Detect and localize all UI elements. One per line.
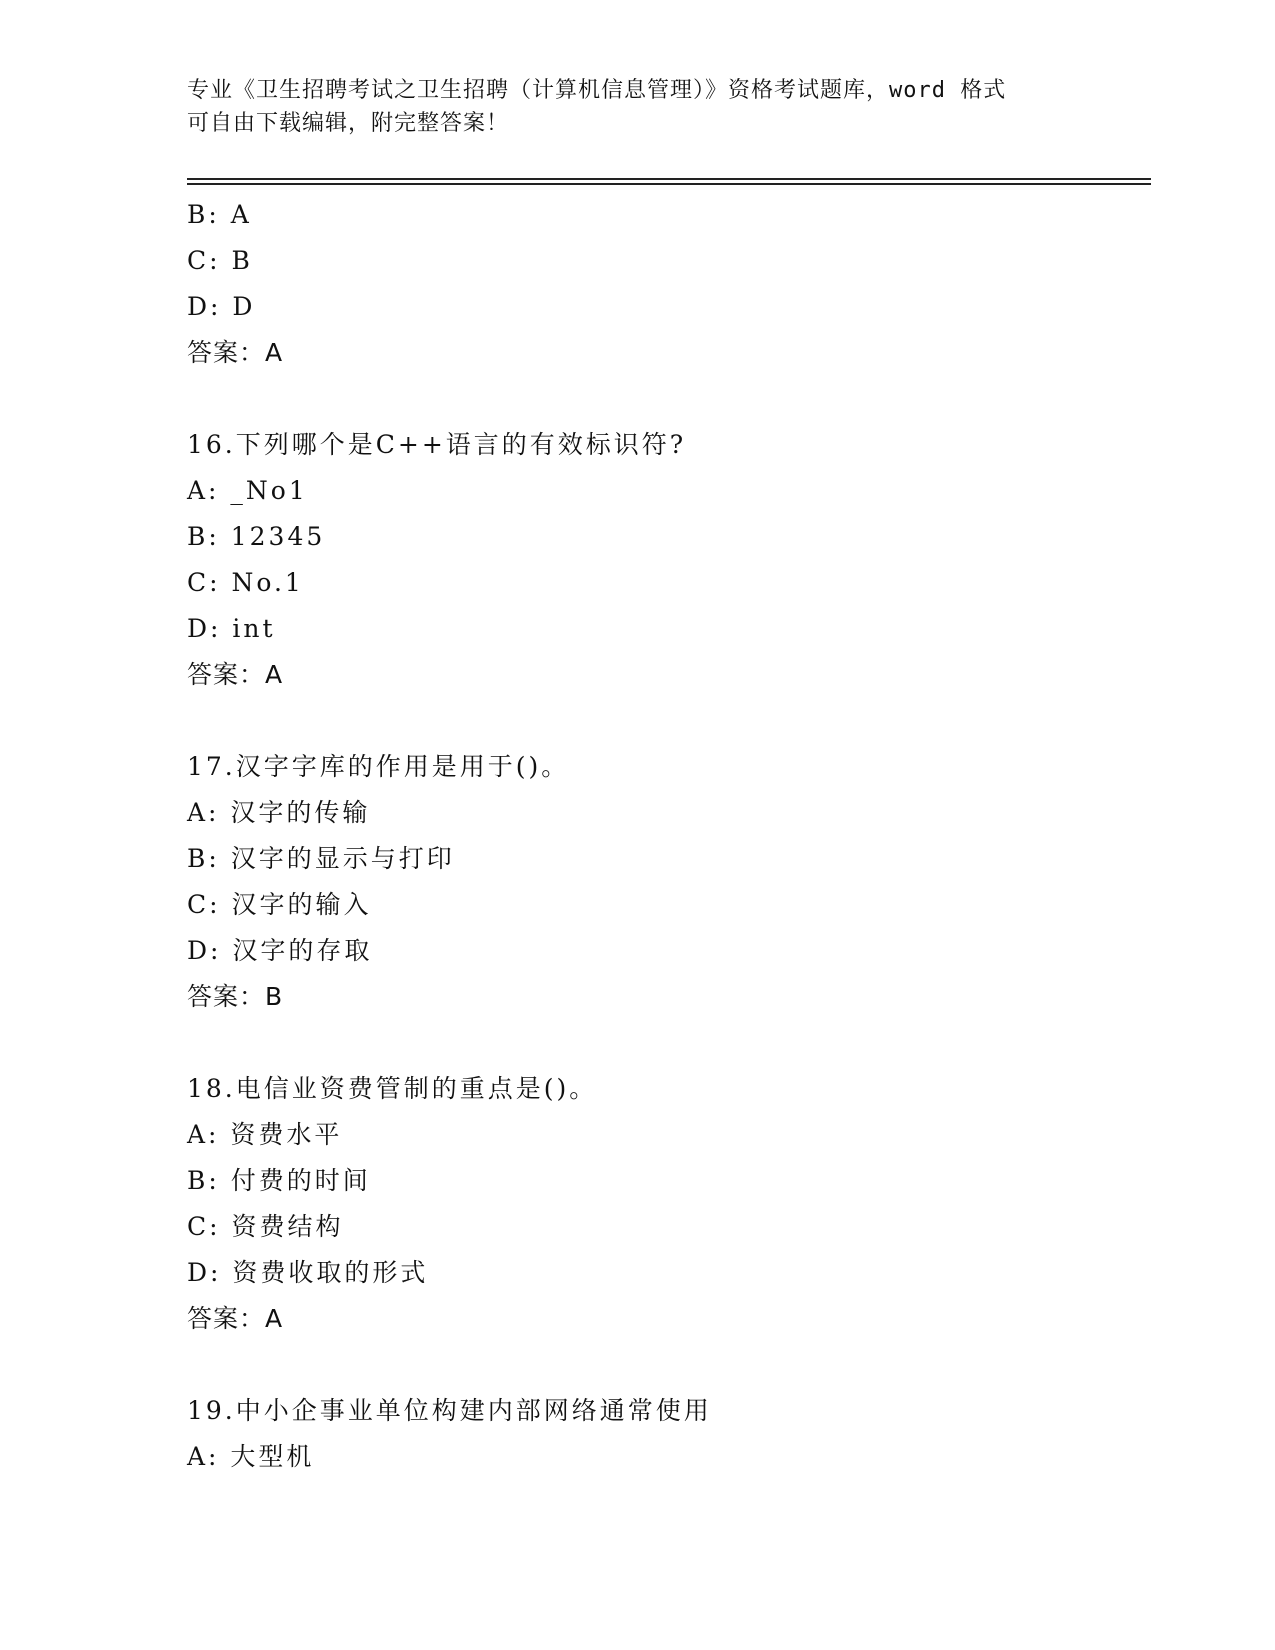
document-header — [187, 74, 1067, 140]
question-17 — [187, 744, 1147, 1020]
option-a: A: 汉字的传输 — [187, 798, 371, 827]
question-stem: 18.电信业资费管制的重点是()。 — [187, 1074, 598, 1103]
option-c: C: 汉字的输入 — [187, 890, 372, 919]
option-b: B: 付费的时间 — [187, 1166, 371, 1195]
question-stem: 19.中小企事业单位构建内部网络通常使用 — [187, 1396, 712, 1425]
option-a: A: _No1 — [187, 476, 308, 505]
option-b: B: 12345 — [187, 522, 326, 551]
option-b: B: A — [187, 200, 252, 229]
question-16 — [187, 422, 1147, 698]
option-d: D: 汉字的存取 — [187, 936, 373, 965]
option-c: C: 资费结构 — [187, 1212, 344, 1241]
header-line-2: 可自由下载编辑，附完整答案！ — [187, 111, 510, 136]
answer-line: 答案：A — [187, 660, 284, 689]
option-a: A: 大型机 — [187, 1442, 315, 1471]
option-d: D: D — [187, 292, 256, 321]
question-list — [187, 192, 1147, 1480]
question-19 — [187, 1388, 1147, 1480]
header-divider-top — [187, 178, 1151, 180]
spacer — [187, 698, 1147, 744]
answer-line: 答案：B — [187, 982, 284, 1011]
answer-line: 答案：A — [187, 338, 284, 367]
question-stem: 16.下列哪个是C++语言的有效标识符? — [187, 430, 687, 459]
option-c: C: B — [187, 246, 253, 275]
question-stem: 17.汉字字库的作用是用于()。 — [187, 752, 570, 781]
question-18 — [187, 1066, 1147, 1342]
answer-line: 答案：A — [187, 1304, 284, 1333]
option-b: B: 汉字的显示与打印 — [187, 844, 455, 873]
spacer — [187, 376, 1147, 422]
option-c: C: No.1 — [187, 568, 304, 597]
spacer — [187, 1342, 1147, 1388]
option-d: D: int — [187, 614, 276, 643]
option-a: A: 资费水平 — [187, 1120, 343, 1149]
spacer — [187, 1020, 1147, 1066]
question-15-tail — [187, 192, 1147, 376]
header-line-1: 专业《卫生招聘考试之卫生招聘（计算机信息管理）》资格考试题库，word 格式 — [187, 78, 1007, 103]
option-d: D: 资费收取的形式 — [187, 1258, 429, 1287]
header-divider-bottom — [187, 183, 1151, 185]
